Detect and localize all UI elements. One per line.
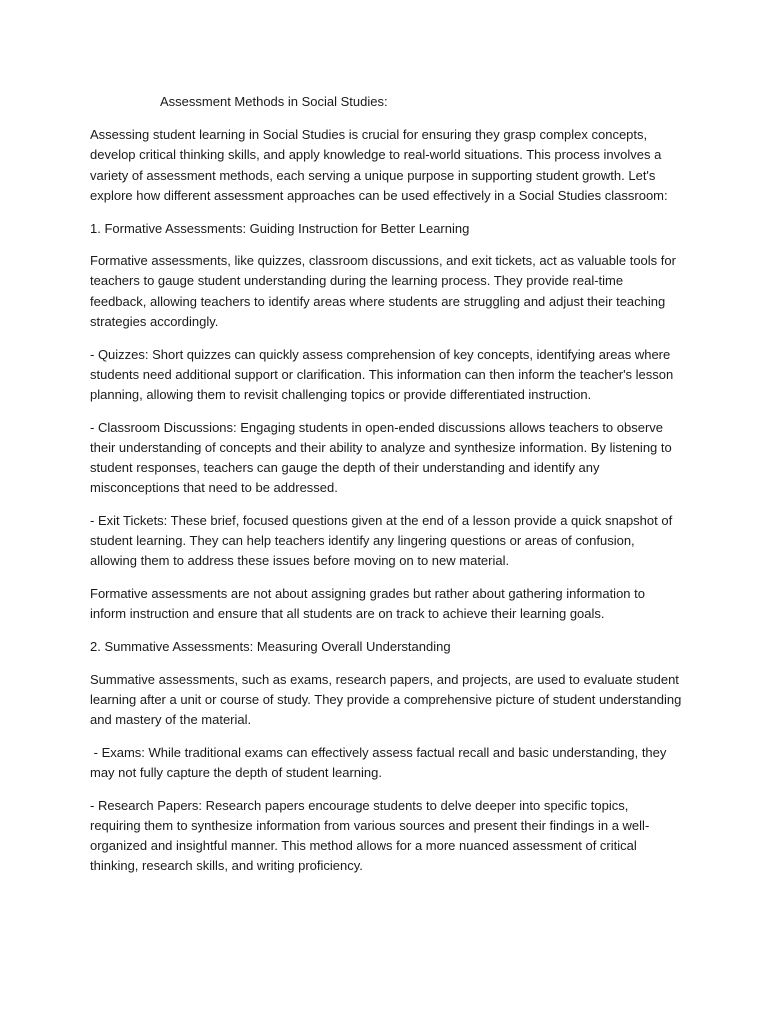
document-title: Assessment Methods in Social Studies:	[160, 94, 388, 109]
exams-paragraph: - Exams: While traditional exams can effectively assess factual recall and basic understanding, they may not fully capture the depth of student learning.	[90, 744, 671, 780]
intro-paragraph: Assessing student learning in Social Studies is crucial for ensuring they grasp complex concepts, develop critical thinking skills, and apply knowledge to real-world situations. This process involves a variety of assessment methods, each serving a unique purpose in supporting student growth. Let's explore how different assessment approaches can be used effectively in a Social Studies classroom:	[90, 127, 668, 203]
discussions-paragraph: - Classroom Discussions: Engaging students in open-ended discussions allows teachers to observe their understanding of concepts and their ability to analyze and synthesize information. By listening to student responses, teachers can gauge the depth of their understanding and identify any misconceptions that need to be addressed.	[90, 419, 672, 496]
section-heading-summative: 2. Summative Assessments: Measuring Overall Understanding	[90, 638, 451, 654]
section-heading-formative: 1. Formative Assessments: Guiding Instruction for Better Learning	[90, 220, 470, 236]
quizzes-paragraph: - Quizzes: Short quizzes can quickly assess comprehension of key concepts, identifying areas where students need additional support or clarification. This information can then inform the teacher's lesson planning, allowing them to revisit challenging topics or provide differentiated instruction.	[90, 346, 674, 402]
formative-intro-paragraph: Formative assessments, like quizzes, classroom discussions, and exit tickets, act as valuable tools for teachers to gauge student understanding during the learning process. They provide real-time feedback, allowing teachers to identify areas where students are struggling and adjust their teaching strategies accordingly.	[90, 253, 676, 329]
document-body	[90, 92, 682, 889]
research-papers-paragraph: - Research Papers: Research papers encourage students to delve deeper into specific topics, requiring them to synthesize information from various sources and present their findings in a well-organized and insightful manner. This method allows for a more nuanced assessment of critical thinking, research skills, and writing proficiency.	[90, 797, 650, 874]
summative-intro-paragraph: Summative assessments, such as exams, research papers, and projects, are used to evaluate student learning after a unit or course of study. They provide a comprehensive picture of student understanding and mastery of the material.	[90, 671, 682, 728]
exit-tickets-paragraph: - Exit Tickets: These brief, focused questions given at the end of a lesson provide a quick snapshot of student learning. They can help teachers identify any lingering questions or areas of confusion, allowing them to address these issues before moving on to new material.	[90, 512, 673, 569]
formative-conclusion-paragraph: Formative assessments are not about assigning grades but rather about gathering information to inform instruction and ensure that all students are on track to achieve their learning goals.	[90, 586, 645, 622]
